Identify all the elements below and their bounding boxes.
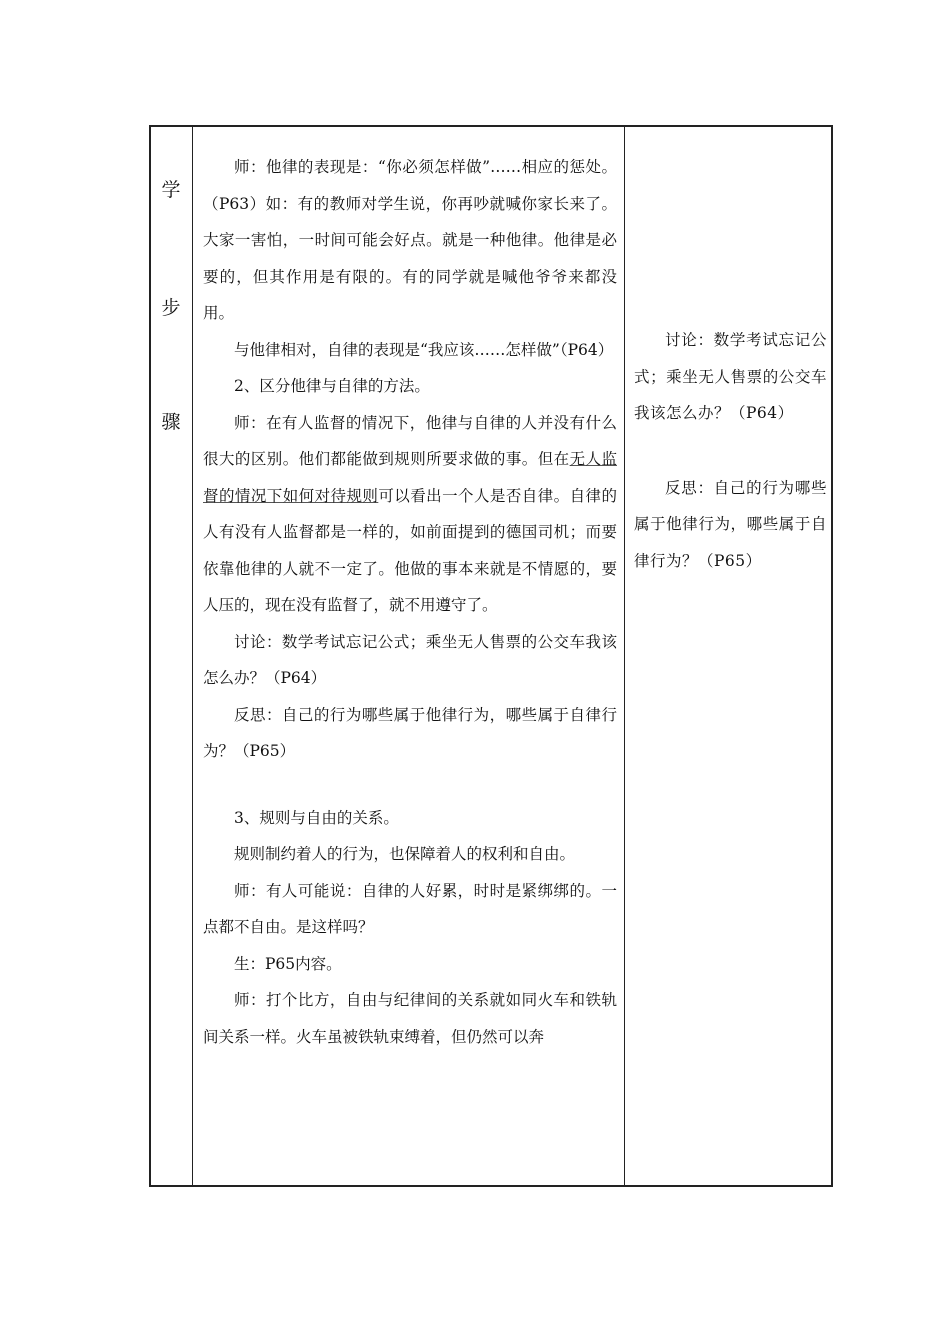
side-reflection: 反思：自己的行为哪些属于他律行为，哪些属于自律行为？（P65） [634, 478, 827, 570]
step-label-char: 骤 [161, 411, 181, 433]
step-label-char: 学 [161, 179, 181, 201]
paragraph-tail: 可以看出一个人是否自律。自律的人有没有人监督都是一样的，如前面提到的德国司机；而要依靠他律的人就不一定了。他做的事本来就是不情愿的，要人压的，现在没有监督了，就不用遵守了。 [203, 486, 617, 614]
paragraph: 讨论：数学考试忘记公式；乘坐无人售票的公交车我该怎么办？（P64） [203, 632, 617, 687]
spacer [634, 432, 827, 470]
lesson-table [149, 125, 833, 1187]
paragraph: 生：P65内容。 [234, 954, 342, 973]
step-label-char: 步 [161, 297, 181, 319]
paragraph: 与他律相对，自律的表现是“我应该……怎样做”（P64） [234, 340, 614, 359]
paragraph: 2、区分他律与自律的方法。 [234, 377, 430, 395]
step-label-column [151, 127, 193, 1185]
paragraph-lead: 师：在有人监督的情况下，他律与自律的人并没有什么很大的区别。他们都能做到规则所要求做的事。但在 [203, 413, 617, 468]
paragraph: 师：他律的表现是：“你必须怎样做”……相应的惩处。（P63）如：有的教师对学生说，你再吵就喊你家长来了。大家一害怕，一时间可能会好点。就是一种他律。他律是必要的，但其作用是有限的。有的同学就是喊他爷爷来都没用。 [203, 158, 617, 322]
student-activity [634, 322, 827, 579]
paragraph: 规则制约着人的行为，也保障着人的权利和自由。 [234, 845, 576, 863]
underlined-phrase: 无人监督的情况下如何对待规则 [203, 450, 617, 505]
teaching-content [203, 149, 617, 1055]
paragraph: 师：打个比方，自由与纪律间的关系就如同火车和铁轨间关系一样。火车虽被铁轨束缚着，但仍然可以奔 [203, 991, 617, 1046]
paragraph [203, 405, 617, 624]
paragraph: 师：有人可能说：自律的人好累，时时是紧绑绑的。一点都不自由。是这样吗？ [203, 881, 617, 936]
teaching-content-column [193, 127, 625, 1185]
paragraph: 反思：自己的行为哪些属于他律行为，哪些属于自律行为？（P65） [203, 705, 617, 760]
side-discussion: 讨论：数学考试忘记公式；乘坐无人售票的公交车我该怎么办？（P64） [634, 331, 827, 422]
paragraph: 3、规则与自由的关系。 [234, 808, 399, 827]
student-activity-column [625, 127, 831, 1185]
spacer [203, 770, 617, 800]
